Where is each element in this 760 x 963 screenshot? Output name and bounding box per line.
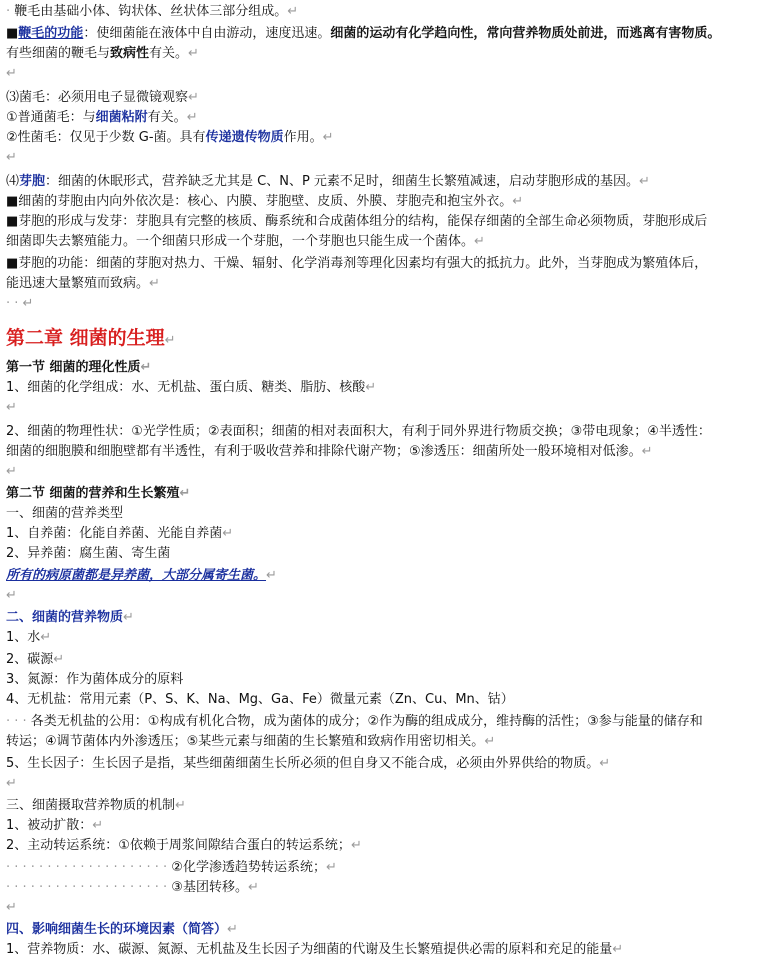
paragraph-mark: ↵ [6,150,17,165]
text-line: ■芽胞的功能：细菌的芽胞对热力、干燥、辐射、化学消毒剂等理化因素均有强大的抵抗力。此外，当芽胞成为繁殖体后， [6,256,708,271]
text-line: ②性菌毛：仅见于少数 G-菌。具有传递遗传物质作用。↵ [6,130,334,145]
text-line: 1、自养菌：化能自养菌、光能自养菌↵ [6,526,234,541]
text-line: 5、生长因子：生长因子是指，某些细菌细菌生长所必须的但自身又不能合成，必须由外界供给的物质。↵ [6,756,611,771]
section-title: 第一节 细菌的理化性质↵ [6,360,152,375]
text-line: 一、细菌的营养类型 [6,506,124,521]
paragraph-mark: ↵ [6,66,17,81]
paragraph-mark: ↵ [6,464,17,479]
text-line: 2、碳源↵ [6,652,65,667]
section-title: 二、细菌的营养物质↵ [6,610,134,625]
text-line: ■鞭毛的功能：使细菌能在液体中自由游动，速度迅速。细菌的运动有化学趋向性，常向营养物质处前进，而逃离有害物质。 [6,26,721,41]
text-line: ①普通菌毛：与细菌粘附有关。↵ [6,110,198,125]
paragraph-mark: ↵ [6,776,17,791]
text-line: 所有的病原菌都是异养菌，大部分属寄生菌。↵ [6,568,277,583]
text-line: 转运；④调节菌体内外渗透压；⑤某些元素与细菌的生长繁殖和致病作用密切相关。↵ [6,734,496,749]
text-line: · 鞭毛由基础小体、钩状体、丝状体三部分组成。↵ [6,4,299,19]
section-title: 四、影响细菌生长的环境因素（简答）↵ [6,922,238,937]
paragraph-mark: · · ↵ [6,296,34,311]
paragraph-mark: ↵ [6,900,17,915]
text-line: · · · · · · · · · · · · · · · · · · · · ③基团转移。↵ [6,880,259,895]
chapter-title: 第二章 细菌的生理↵ [6,327,176,349]
section-title: 第二节 细菌的营养和生长繁殖↵ [6,486,191,501]
text-line: ■细菌的芽胞由内向外依次是：核心、内膜、芽胞壁、皮质、外膜、芽胞壳和抱宝外衣。↵ [6,194,524,209]
text-line: 2、异养菌：腐生菌、寄生菌 [6,546,171,561]
text-line: · · · 各类无机盐的公用：①构成有机化合物，成为菌体的成分；②作为酶的组成成分，维持酶的活性；③参与能量的储存和 [6,714,703,729]
paragraph-mark: ↵ [6,400,17,415]
text-line: 细菌的细胞膜和细胞壁都有半透性，有利于吸收营养和排除代谢产物；⑤渗透压：细菌所处一般环境相对低渗。↵ [6,444,653,459]
text-line: 1、被动扩散：↵ [6,818,104,833]
text-line: 1、水↵ [6,630,52,645]
text-line: · · · · · · · · · · · · · · · · · · · · ②化学渗透趋势转运系统；↵ [6,860,337,875]
text-line: 3、氮源：作为菌体成分的原料 [6,672,184,687]
text-line: 能迅速大量繁殖而致病。↵ [6,276,160,291]
text-line: 2、细菌的物理性状：①光学性质；②表面积；细菌的相对表面积大，有利于同外界进行物质交换；③带电现象；④半透性： [6,424,711,439]
text-line: ⑷芽胞：细菌的休眠形式，营养缺乏尤其是 C、N、P 元素不足时，细菌生长繁殖减速，启动芽胞形成的基因。↵ [6,174,650,189]
text-line: 2、主动转运系统：①依赖于周浆间隙结合蛋白的转运系统；↵ [6,838,362,853]
text-line: 1、营养物质：水、碳源、氮源、无机盐及生长因子为细菌的代谢及生长繁殖提供必需的原料和充足的能量↵ [6,942,624,957]
text-line: 1、细菌的化学组成：水、无机盐、蛋白质、糖类、脂肪、核酸↵ [6,380,377,395]
text-line: ■芽胞的形成与发芽：芽胞具有完整的核质、酶系统和合成菌体组分的结构，能保存细菌的全部生命必须物质，芽胞形成后 [6,214,708,229]
text-line: 4、无机盐：常用元素（P、S、K、Na、Mg、Ga、Fe）微量元素（Zn、Cu、Mn、钴） [6,692,514,707]
text-line: 细菌即失去繁殖能力。一个细菌只形成一个芽胞，一个芽胞也只能生成一个菌体。↵ [6,234,485,249]
section-title: 三、细菌摄取营养物质的机制↵ [6,798,186,813]
text-line: ⑶菌毛：必须用电子显微镜观察↵ [6,90,199,105]
text-line: 有些细菌的鞭毛与致病性有关。↵ [6,46,199,61]
paragraph-mark: ↵ [6,588,17,603]
